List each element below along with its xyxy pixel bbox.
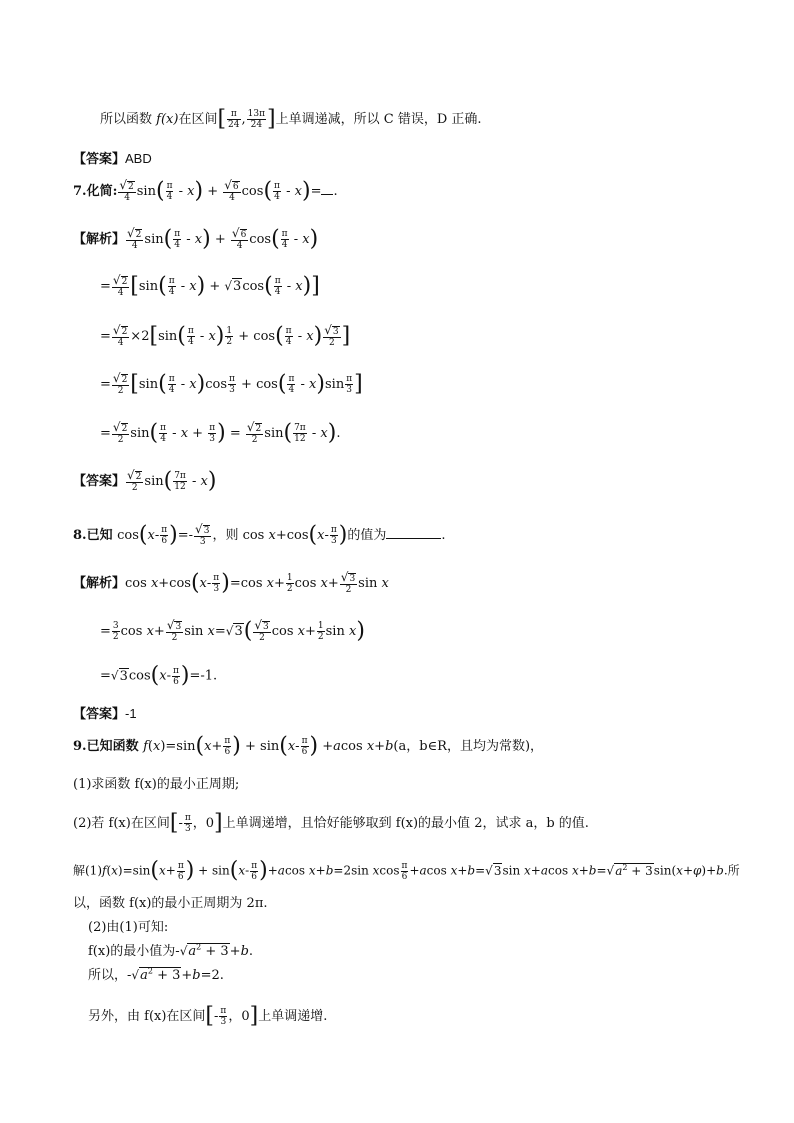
problem9-q1: (1)求函数 f(x)的最小正周期;: [73, 777, 240, 792]
problem7-solution-line5: = $\frac{√2}{2}$ sin( $\frac{\pi}{4}$ - x + $\frac{\pi}{3}$ ) = $\frac{√2}{2}$ sin( $\frac{7\pi}{12}$ - x).: [100, 420, 341, 446]
analysis-tag: 【解析】: [73, 231, 126, 246]
text: 上单调递减，所以 C 错误，D 正确.: [275, 112, 482, 127]
answer-8: [73, 703, 754, 722]
problem-label: 9.已知函数: [73, 739, 144, 754]
problem7-solution-line2: = $\frac{√2}{4}$ [sin( $\frac{\pi}{4}$ - x) + √3cos( $\frac{\pi}{4}$ - x)]: [100, 273, 320, 299]
problem7-question: 7.化简: $\frac{√2}{4}$ sin( $\frac{\pi}{4}$ - x) + $\frac{√6}{4}$ cos( $\frac{\pi}{4}$ - x)= .: [73, 178, 338, 204]
answer-tag: 【答案】: [73, 151, 126, 166]
problem6-conclusion: 所以函数 f(x)在区间[ $\frac{\pi}{24}$ , $\frac{13\pi}{24}$ ]上单调递减，所以 C 错误，D 正确.: [100, 106, 482, 132]
problem8-solution-line2: = $\frac{3}{2}$ cos x+ $\frac{√3}{2}$ sin x=√3( $\frac{√3}{2}$ cos x+ $\frac{1}{2}$ sin x): [100, 618, 365, 644]
problem-label: 8.已知: [73, 528, 118, 543]
problem8-solution-line3: =√3cos(x- $\frac{\pi}{6}$ )=-1.: [100, 663, 218, 688]
text: 在区间: [178, 112, 218, 127]
problem9-q2: (2)若 f(x)在区间[- $\frac{\pi}{3}$ ，0]上单调递增，且恰好能够取到 f(x)的最小值 2，试求 a，b 的值.: [73, 810, 589, 836]
analysis-tag: 【解析】: [73, 575, 126, 590]
problem7-solution-line3: = $\frac{√2}{4}$ ×2[sin( $\frac{\pi}{4}$ - x) $\frac{1}{2}$ + cos( $\frac{\pi}{4}$ - x) $\frac{√3}{2}$ ]: [100, 323, 351, 349]
answer-tag: 【答案】: [73, 473, 126, 488]
problem7-solution-line1: 【解析】 $\frac{√2}{4}$ sin( $\frac{\pi}{4}$ - x) + $\frac{√6}{4}$ cos( $\frac{\pi}{4}$ - x): [73, 226, 319, 252]
problem9-solution-min: f(x)的最小值为$-√a^2 + 3+b$.: [88, 942, 254, 959]
answer-7: 【答案】 $\frac{√2}{2}$ sin( $\frac{7\pi}{12}$ - x): [73, 468, 217, 494]
problem8-question: 8.已知 cos(x- $\frac{\pi}{6}$ )=- $\frac{√3}{3}$ ，则 cos x+cos(x- $\frac{\pi}{3}$ )的值为 .: [73, 522, 446, 548]
problem9-question: 9.已知函数 f(x)=sin(x+ $\frac{\pi}{6}$ ) + sin(x- $\frac{\pi}{6}$ ) +acos x+b(a，b∈R，且均为常数)，: [73, 733, 544, 759]
answer-value: -1: [125, 706, 137, 721]
answer-tag: 【答案】: [73, 706, 126, 721]
problem9-solution-eq: 所以，$-√a^2 + 3+b=2$.: [88, 966, 224, 983]
problem9-solution-line1: 解(1)f(x)=sin(x+ $\frac{\pi}{6}$ ) + sin(x- $\frac{\pi}{6}$ )+acos x+b=2sin xcos $\frac{\pi}{6}$ +acos x+b=√3sin x+acos $x+b=√a^2 + 3\sin(x+\varphi)+b$.所: [73, 858, 740, 883]
problem-label: 7.化简:: [73, 184, 118, 199]
problem9-solution-part2-head: (2)由(1)可知:: [88, 920, 169, 935]
problem7-solution-line4: = $\frac{√2}{2}$ [sin( $\frac{\pi}{4}$ - x)cos $\frac{\pi}{3}$ + cos( $\frac{\pi}{4}$ - x)sin $\frac{\pi}{3}$ ]: [100, 371, 363, 397]
answer-value: ABD: [125, 151, 152, 166]
problem8-solution-line1: 【解析】cos x+cos(x- $\frac{\pi}{3}$ )=cos x+ $\frac{1}{2}$ cos x+ $\frac{√3}{2}$ sin x: [73, 570, 389, 596]
problem9-solution-line2: 以，函数 f(x)的最小正周期为 2π.: [73, 896, 268, 911]
answer-6: [73, 148, 754, 167]
text: 所以函数: [100, 112, 157, 127]
function-fx: f(x): [156, 112, 179, 127]
problem9-solution-also: 另外，由 f(x)在区间[- $\frac{\pi}{3}$ ，0]上单调递增.: [88, 1003, 328, 1029]
